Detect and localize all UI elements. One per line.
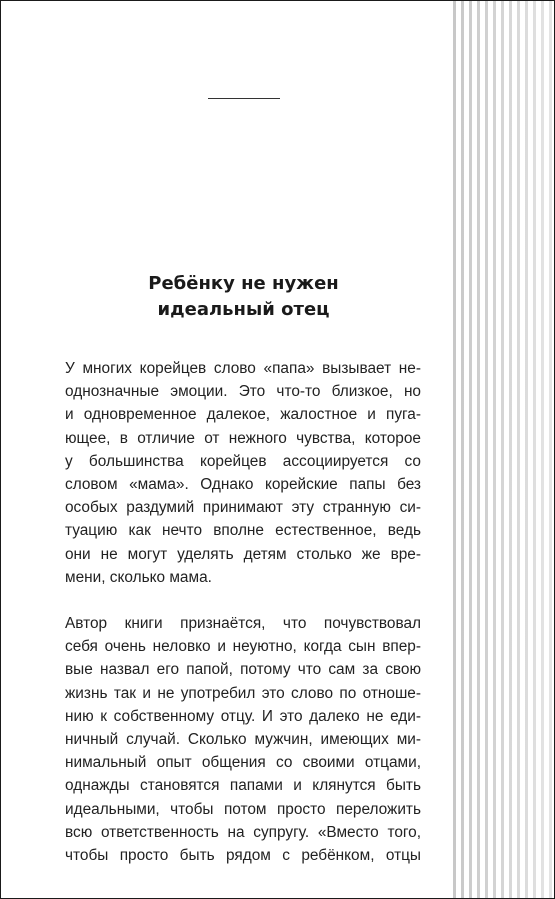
text-line: мени, сколько мама. (65, 568, 212, 586)
body-text (65, 357, 421, 890)
text-line: словом «мама». Однако корейские папы без (65, 476, 421, 494)
text-line: ничный случай. Сколько мужчин, имеющих ми- (65, 731, 421, 749)
text-line: вые назвал его папой, потому что сам за свою (65, 661, 421, 679)
chapter-title (41, 271, 446, 323)
text-line: У многих корейцев слово «папа» вызывает не- (65, 360, 421, 377)
text-line: Автор книги признаётся, что почувствовал (65, 615, 421, 633)
text-line: нию к собственному отцу. И это далеко не еди- (65, 707, 421, 725)
paragraph-2 (65, 612, 421, 867)
text-line: у большинства корейцев ассоциируется со (65, 452, 421, 470)
text-line: жизнь так и не употребил это слово по отноше- (65, 684, 421, 702)
chapter-title-line-2: идеальный отец (157, 299, 330, 320)
paragraph-1 (65, 357, 421, 589)
text-line: особых раздумий принимают эту странную си- (65, 499, 421, 517)
text-line: однозначные эмоции. Это что-то близкое, но (65, 383, 421, 401)
text-line: всю ответственность на супругу. «Вместо того, (65, 823, 421, 841)
top-rule (208, 98, 280, 99)
text-line: чтобы просто быть рядом с ребёнком, отцы (65, 847, 421, 865)
text-line: нимальный опыт общения со своими отцами, (65, 754, 421, 772)
text-line: туацию как нечто вполне естественное, ведь (65, 522, 421, 540)
chapter-title-line-1: Ребёнку не нужен (148, 273, 339, 294)
text-line: идеальными, чтобы потом просто переложить (65, 800, 421, 818)
text-line: ющее, в отличие от нежного чувства, которое (65, 429, 421, 447)
text-line: однажды становятся папами и клянутся быть (65, 777, 421, 795)
text-line: и одновременное далекое, жалостное и пуга- (65, 406, 421, 424)
text-line: себя очень неловко и неуютно, когда сын впер- (65, 638, 421, 656)
text-line: они не могут уделять детям столько же вре- (65, 545, 421, 563)
decorative-stripes (450, 1, 554, 898)
